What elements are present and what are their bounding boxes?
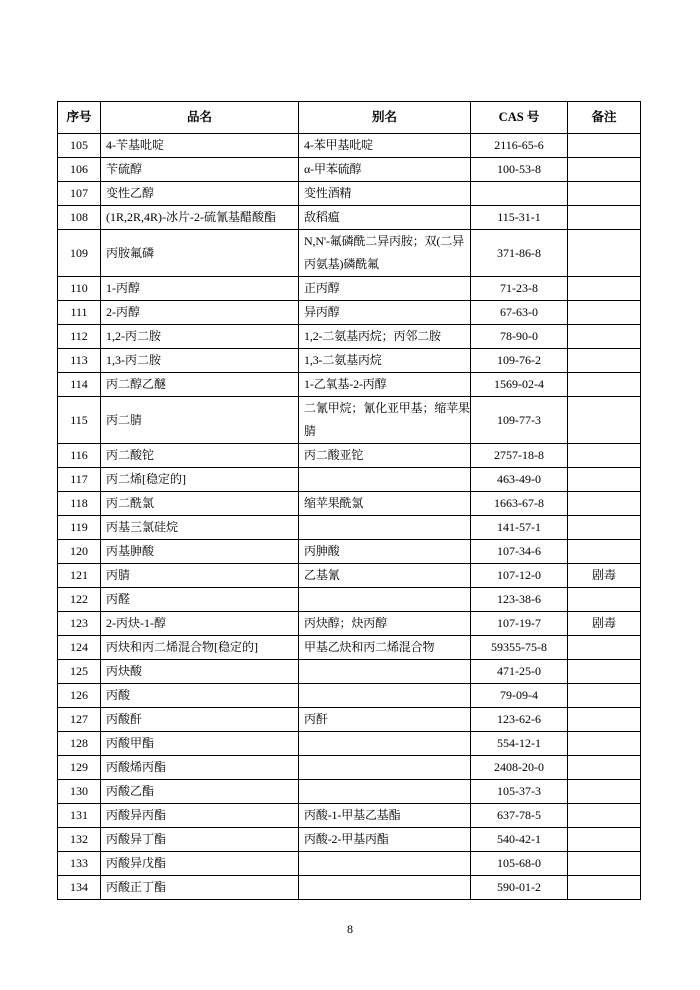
cell-index: 125 xyxy=(58,660,101,684)
cell-cas: 2757-18-8 xyxy=(471,444,568,468)
cell-index: 107 xyxy=(58,182,101,206)
cell-index: 108 xyxy=(58,206,101,230)
cell-name: 丙腈 xyxy=(101,564,299,588)
cell-alias: 甲基乙炔和丙二烯混合物 xyxy=(299,636,471,660)
cell-index: 117 xyxy=(58,468,101,492)
cell-remark xyxy=(568,349,641,373)
table-row xyxy=(58,230,641,277)
cell-name: 丙酸乙酯 xyxy=(101,780,299,804)
cell-index: 123 xyxy=(58,612,101,636)
cell-alias: 丙二酸亚铊 xyxy=(299,444,471,468)
cell-remark xyxy=(568,756,641,780)
cell-alias xyxy=(299,468,471,492)
cell-remark xyxy=(568,876,641,900)
cell-alias xyxy=(299,732,471,756)
cell-remark: 剧毒 xyxy=(568,564,641,588)
cell-name: 丙二酸铊 xyxy=(101,444,299,468)
cell-cas: 59355-75-8 xyxy=(471,636,568,660)
cell-index: 118 xyxy=(58,492,101,516)
table-row xyxy=(58,852,641,876)
cell-remark xyxy=(568,684,641,708)
cell-remark xyxy=(568,588,641,612)
cell-remark xyxy=(568,708,641,732)
cell-cas: 637-78-5 xyxy=(471,804,568,828)
cell-alias: 1-乙氧基-2-丙醇 xyxy=(299,373,471,397)
cell-remark xyxy=(568,373,641,397)
cell-name: 丙酸异丁酯 xyxy=(101,828,299,852)
cell-index: 121 xyxy=(58,564,101,588)
table-row xyxy=(58,182,641,206)
cell-cas: 590-01-2 xyxy=(471,876,568,900)
cell-alias: 敌稻瘟 xyxy=(299,206,471,230)
cell-name: 丙二酰氯 xyxy=(101,492,299,516)
cell-cas xyxy=(471,182,568,206)
cell-cas: 109-76-2 xyxy=(471,349,568,373)
cell-name: 丙酸甲酯 xyxy=(101,732,299,756)
cell-name: 丙酸异戊酯 xyxy=(101,852,299,876)
cell-index: 129 xyxy=(58,756,101,780)
cell-remark xyxy=(568,660,641,684)
cell-cas: 78-90-0 xyxy=(471,325,568,349)
table-row xyxy=(58,349,641,373)
cell-alias xyxy=(299,780,471,804)
cell-cas: 2408-20-0 xyxy=(471,756,568,780)
cell-alias: 正丙醇 xyxy=(299,277,471,301)
cell-cas: 105-68-0 xyxy=(471,852,568,876)
table-row xyxy=(58,756,641,780)
cell-remark xyxy=(568,182,641,206)
cell-index: 105 xyxy=(58,134,101,158)
cell-cas: 123-62-6 xyxy=(471,708,568,732)
cell-cas: 67-63-0 xyxy=(471,301,568,325)
cell-cas: 471-25-0 xyxy=(471,660,568,684)
cell-index: 132 xyxy=(58,828,101,852)
cell-index: 113 xyxy=(58,349,101,373)
cell-name: 2-丙醇 xyxy=(101,301,299,325)
cell-name: 丙二醇乙醚 xyxy=(101,373,299,397)
cell-alias: 缩苹果酰氯 xyxy=(299,492,471,516)
cell-alias xyxy=(299,516,471,540)
page-number: 8 xyxy=(347,922,353,936)
table-row xyxy=(58,468,641,492)
cell-alias: 丙胂酸 xyxy=(299,540,471,564)
table-row xyxy=(58,492,641,516)
cell-cas: 540-42-1 xyxy=(471,828,568,852)
cell-name: 丙炔和丙二烯混合物[稳定的] xyxy=(101,636,299,660)
table-header xyxy=(58,102,641,134)
cell-remark xyxy=(568,444,641,468)
cell-index: 120 xyxy=(58,540,101,564)
cell-remark xyxy=(568,230,641,277)
cell-alias: 丙酐 xyxy=(299,708,471,732)
table-row xyxy=(58,158,641,182)
cell-alias xyxy=(299,660,471,684)
table-row xyxy=(58,780,641,804)
chemical-list-table-container xyxy=(57,101,641,900)
cell-cas: 1569-02-4 xyxy=(471,373,568,397)
cell-alias xyxy=(299,684,471,708)
cell-index: 115 xyxy=(58,397,101,444)
cell-cas: 107-12-0 xyxy=(471,564,568,588)
table-row xyxy=(58,684,641,708)
cell-alias: 1,2-二氨基丙烷；丙邻二胺 xyxy=(299,325,471,349)
table-row xyxy=(58,708,641,732)
cell-alias: 二氰甲烷；氰化亚甲基；缩苹果腈 xyxy=(299,397,471,444)
cell-name: 丙醛 xyxy=(101,588,299,612)
cell-index: 106 xyxy=(58,158,101,182)
cell-remark xyxy=(568,206,641,230)
cell-name: 1,2-丙二胺 xyxy=(101,325,299,349)
cell-cas: 1663-67-8 xyxy=(471,492,568,516)
cell-alias: 4-苯甲基吡啶 xyxy=(299,134,471,158)
cell-remark xyxy=(568,636,641,660)
table-row xyxy=(58,636,641,660)
cell-remark xyxy=(568,540,641,564)
cell-index: 127 xyxy=(58,708,101,732)
cell-index: 126 xyxy=(58,684,101,708)
cell-remark xyxy=(568,301,641,325)
cell-index: 109 xyxy=(58,230,101,277)
table-row xyxy=(58,444,641,468)
table-row xyxy=(58,660,641,684)
cell-name: 丙酸烯丙酯 xyxy=(101,756,299,780)
cell-name: 苄硫醇 xyxy=(101,158,299,182)
cell-name: 1-丙醇 xyxy=(101,277,299,301)
header-remark: 备注 xyxy=(568,102,641,134)
cell-cas: 2116-65-6 xyxy=(471,134,568,158)
cell-cas: 115-31-1 xyxy=(471,206,568,230)
cell-alias: 乙基氰 xyxy=(299,564,471,588)
cell-index: 122 xyxy=(58,588,101,612)
cell-cas: 109-77-3 xyxy=(471,397,568,444)
cell-name: 丙酸正丁酯 xyxy=(101,876,299,900)
cell-remark xyxy=(568,780,641,804)
cell-index: 131 xyxy=(58,804,101,828)
cell-remark xyxy=(568,277,641,301)
table-row xyxy=(58,373,641,397)
cell-alias: 1,3-二氨基丙烷 xyxy=(299,349,471,373)
header-name: 品名 xyxy=(101,102,299,134)
cell-cas: 123-38-6 xyxy=(471,588,568,612)
cell-name: 丙基三氯硅烷 xyxy=(101,516,299,540)
cell-alias: α-甲苯硫醇 xyxy=(299,158,471,182)
cell-alias xyxy=(299,756,471,780)
cell-index: 110 xyxy=(58,277,101,301)
table-row xyxy=(58,516,641,540)
table-row xyxy=(58,876,641,900)
cell-name: 丙炔酸 xyxy=(101,660,299,684)
table-row xyxy=(58,277,641,301)
cell-name: 丙胺氟磷 xyxy=(101,230,299,277)
table-row xyxy=(58,134,641,158)
table-row xyxy=(58,564,641,588)
cell-alias xyxy=(299,852,471,876)
cell-cas: 371-86-8 xyxy=(471,230,568,277)
cell-cas: 79-09-4 xyxy=(471,684,568,708)
cell-cas: 554-12-1 xyxy=(471,732,568,756)
table-row xyxy=(58,301,641,325)
header-alias: 别名 xyxy=(299,102,471,134)
cell-remark xyxy=(568,492,641,516)
table-row xyxy=(58,540,641,564)
cell-remark xyxy=(568,134,641,158)
cell-alias: 异丙醇 xyxy=(299,301,471,325)
table-row xyxy=(58,732,641,756)
cell-index: 111 xyxy=(58,301,101,325)
cell-name: 丙二烯[稳定的] xyxy=(101,468,299,492)
cell-index: 114 xyxy=(58,373,101,397)
header-index: 序号 xyxy=(58,102,101,134)
cell-name: 1,3-丙二胺 xyxy=(101,349,299,373)
table-row xyxy=(58,612,641,636)
cell-remark xyxy=(568,804,641,828)
cell-index: 112 xyxy=(58,325,101,349)
cell-remark xyxy=(568,732,641,756)
cell-remark xyxy=(568,325,641,349)
cell-remark xyxy=(568,158,641,182)
header-cas: CAS 号 xyxy=(471,102,568,134)
cell-cas: 107-19-7 xyxy=(471,612,568,636)
cell-cas: 463-49-0 xyxy=(471,468,568,492)
cell-name: (1R,2R,4R)-冰片-2-硫氰基醋酸酯 xyxy=(101,206,299,230)
cell-remark xyxy=(568,852,641,876)
cell-index: 119 xyxy=(58,516,101,540)
chemical-list-table xyxy=(57,101,641,900)
cell-index: 124 xyxy=(58,636,101,660)
cell-name: 丙酸 xyxy=(101,684,299,708)
cell-name: 4-苄基吡啶 xyxy=(101,134,299,158)
cell-name: 丙酸异丙酯 xyxy=(101,804,299,828)
cell-name: 丙酸酐 xyxy=(101,708,299,732)
table-body xyxy=(58,134,641,900)
cell-alias: 丙酸-1-甲基乙基酯 xyxy=(299,804,471,828)
cell-cas: 141-57-1 xyxy=(471,516,568,540)
table-row xyxy=(58,206,641,230)
cell-remark xyxy=(568,397,641,444)
cell-cas: 105-37-3 xyxy=(471,780,568,804)
cell-remark xyxy=(568,828,641,852)
table-row xyxy=(58,325,641,349)
cell-alias: 丙炔醇；炔丙醇 xyxy=(299,612,471,636)
cell-alias xyxy=(299,876,471,900)
table-row xyxy=(58,804,641,828)
cell-index: 116 xyxy=(58,444,101,468)
table-row xyxy=(58,588,641,612)
cell-cas: 107-34-6 xyxy=(471,540,568,564)
cell-alias: 变性酒精 xyxy=(299,182,471,206)
cell-cas: 71-23-8 xyxy=(471,277,568,301)
cell-name: 2-丙炔-1-醇 xyxy=(101,612,299,636)
table-row xyxy=(58,828,641,852)
cell-cas: 100-53-8 xyxy=(471,158,568,182)
cell-remark: 剧毒 xyxy=(568,612,641,636)
header-row xyxy=(58,102,641,134)
cell-name: 丙基胂酸 xyxy=(101,540,299,564)
cell-alias xyxy=(299,588,471,612)
cell-name: 丙二腈 xyxy=(101,397,299,444)
cell-remark xyxy=(568,468,641,492)
cell-alias: 丙酸-2-甲基丙酯 xyxy=(299,828,471,852)
table-row xyxy=(58,397,641,444)
cell-index: 130 xyxy=(58,780,101,804)
cell-index: 128 xyxy=(58,732,101,756)
cell-remark xyxy=(568,516,641,540)
cell-alias: N,N'-氟磷酰二异丙胺；双(二异丙氨基)磷酰氟 xyxy=(299,230,471,277)
cell-index: 133 xyxy=(58,852,101,876)
cell-index: 134 xyxy=(58,876,101,900)
cell-name: 变性乙醇 xyxy=(101,182,299,206)
